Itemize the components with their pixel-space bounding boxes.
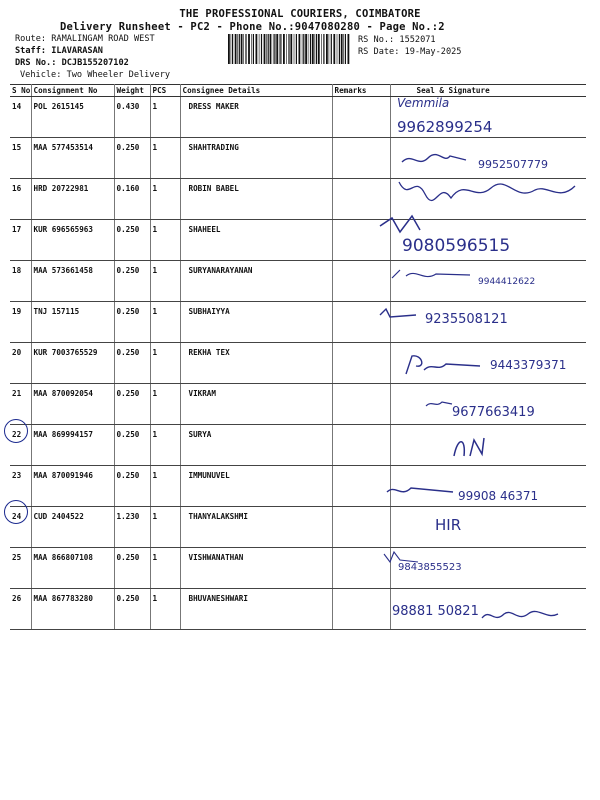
row-consignment: MAA 870091946: [31, 466, 114, 507]
row-weight: 1.230: [114, 507, 150, 548]
signature-scribble-22: [450, 432, 490, 462]
signature-row-17-phone: 9080596515: [402, 236, 511, 256]
signature-row-24-mark: HIR: [435, 516, 462, 534]
runsheet-subtitle: Delivery Runsheet - PC2 - Phone No.:9047080280 - Page No.:2: [60, 21, 445, 33]
row-sno: 26: [10, 589, 31, 630]
row-pcs: 1: [150, 466, 180, 507]
table-row: [10, 507, 586, 548]
row-weight: 0.250: [114, 220, 150, 261]
row-consignee: VISHWANATHAN: [180, 548, 332, 589]
row-consignee: THANYALAKSHMI: [180, 507, 332, 548]
row-remarks: [332, 261, 390, 302]
signature-scribble-19: [378, 305, 418, 321]
row-consignment: MAA 866807108: [31, 548, 114, 589]
row-consignment: KUR 696565963: [31, 220, 114, 261]
row-consignee: REKHA TEX: [180, 343, 332, 384]
circle-mark-24: [4, 500, 28, 524]
signature-row-20-phone: 9443379371: [490, 358, 567, 372]
row-sno: 16: [10, 179, 31, 220]
vehicle-label: Vehicle: Two Wheeler Delivery: [20, 70, 171, 80]
row-pcs: 1: [150, 97, 180, 138]
row-consignment: MAA 867783280: [31, 589, 114, 630]
signature-row-14-phone: 9962899254: [397, 118, 493, 136]
row-weight: 0.250: [114, 138, 150, 179]
col-sno: S No: [12, 86, 31, 95]
signature-row-19-phone: 9235508121: [425, 312, 508, 327]
row-pcs: 1: [150, 384, 180, 425]
col-weight: Weight: [114, 85, 150, 97]
row-weight: 0.250: [114, 384, 150, 425]
row-consignment: MAA 577453514: [31, 138, 114, 179]
signature-scribble-21: [424, 398, 454, 410]
row-consignment: POL 2615145: [31, 97, 114, 138]
company-title: THE PROFESSIONAL COURIERS, COIMBATORE: [179, 8, 421, 20]
row-consignee: SURYANARAYANAN: [180, 261, 332, 302]
row-sno: 22: [10, 425, 31, 466]
row-pcs: 1: [150, 548, 180, 589]
signature-row-14-name: Vemmila: [397, 96, 450, 110]
row-sno: 15: [10, 138, 31, 179]
row-consignment: KUR 7003765529: [31, 343, 114, 384]
row-weight: 0.250: [114, 261, 150, 302]
row-weight: 0.250: [114, 589, 150, 630]
row-consignee: DRESS MAKER: [180, 97, 332, 138]
signature-row-26-phone: 98881 50821: [392, 604, 479, 619]
row-remarks: [332, 466, 390, 507]
col-remarks: Remarks: [332, 85, 390, 97]
signature-row-21-phone: 9677663419: [452, 405, 535, 420]
row-remarks: [332, 384, 390, 425]
row-consignment: TNJ 157115: [31, 302, 114, 343]
row-pcs: 1: [150, 507, 180, 548]
row-consignment: MAA 573661458: [31, 261, 114, 302]
table-row: [10, 97, 586, 138]
row-pcs: 1: [150, 425, 180, 466]
circle-mark-22: [4, 419, 28, 443]
signature-scribble-23: [385, 482, 455, 500]
row-remarks: [332, 343, 390, 384]
row-sno: 17: [10, 220, 31, 261]
row-sno: 18: [10, 261, 31, 302]
row-sno: 24: [10, 507, 31, 548]
row-pcs: 1: [150, 179, 180, 220]
signature-scribble-20: [402, 352, 482, 378]
row-consignee: SURYA: [180, 425, 332, 466]
row-weight: 0.250: [114, 466, 150, 507]
table-row: [10, 548, 586, 589]
row-consignee: SUBHAIYYA: [180, 302, 332, 343]
col-consignment: Consignment No: [31, 85, 114, 97]
row-consignee: VIKRAM: [180, 384, 332, 425]
table-row: [10, 425, 586, 466]
row-pcs: 1: [150, 138, 180, 179]
row-sno: 23: [10, 466, 31, 507]
row-remarks: [332, 97, 390, 138]
drs-number: DRS No.: DCJB155207102: [15, 58, 129, 68]
row-sno: 14: [10, 97, 31, 138]
row-weight: 0.250: [114, 343, 150, 384]
row-remarks: [332, 589, 390, 630]
signature-scribble-18: [390, 266, 475, 284]
row-consignee: SHAHEEL: [180, 220, 332, 261]
row-weight: 0.250: [114, 425, 150, 466]
signature-row-18-phone: 9944412622: [478, 277, 536, 287]
row-consignee: ROBIN BABEL: [180, 179, 332, 220]
row-sno: 21: [10, 384, 31, 425]
row-signature-cell: [390, 507, 586, 548]
row-weight: 0.250: [114, 548, 150, 589]
row-consignment: MAA 869994157: [31, 425, 114, 466]
signature-scribble-15: [400, 150, 470, 170]
row-remarks: [332, 138, 390, 179]
table-header-row: [10, 85, 586, 97]
staff-label: Staff: ILAVARASAN: [15, 46, 103, 56]
row-weight: 0.250: [114, 302, 150, 343]
row-consignee: SHAHTRADING: [180, 138, 332, 179]
row-pcs: 1: [150, 302, 180, 343]
row-consignment: CUD 2404522: [31, 507, 114, 548]
row-consignee: BHUVANESHWARI: [180, 589, 332, 630]
signature-row-23-phone: 99908 46371: [458, 489, 539, 503]
rs-date: RS Date: 19-May-2025: [358, 47, 462, 57]
row-sno: 25: [10, 548, 31, 589]
row-remarks: [332, 507, 390, 548]
row-pcs: 1: [150, 589, 180, 630]
row-sno: 20: [10, 343, 31, 384]
col-pcs: PCS: [150, 85, 180, 97]
row-sno: 19: [10, 302, 31, 343]
row-consignee: IMMUNUVEL: [180, 466, 332, 507]
row-weight: 0.160: [114, 179, 150, 220]
rs-number: RS No.: 1552071: [358, 35, 436, 45]
row-pcs: 1: [150, 220, 180, 261]
row-consignment: MAA 870092054: [31, 384, 114, 425]
signature-row-15-phone: 9952507779: [478, 158, 548, 171]
route-label: Route: RAMALINGAM ROAD WEST: [15, 34, 155, 44]
signature-scribble-17: [378, 212, 423, 238]
row-pcs: 1: [150, 343, 180, 384]
signature-scribble-26: [480, 606, 560, 626]
row-weight: 0.430: [114, 97, 150, 138]
row-pcs: 1: [150, 261, 180, 302]
row-remarks: [332, 425, 390, 466]
row-consignment: HRD 20722981: [31, 179, 114, 220]
barcode-icon: [228, 34, 352, 64]
col-consignee: Consignee Details: [180, 85, 332, 97]
col-signature: Seal & Signature: [390, 85, 586, 97]
signature-row-25-phone: 9843855523: [398, 562, 462, 573]
